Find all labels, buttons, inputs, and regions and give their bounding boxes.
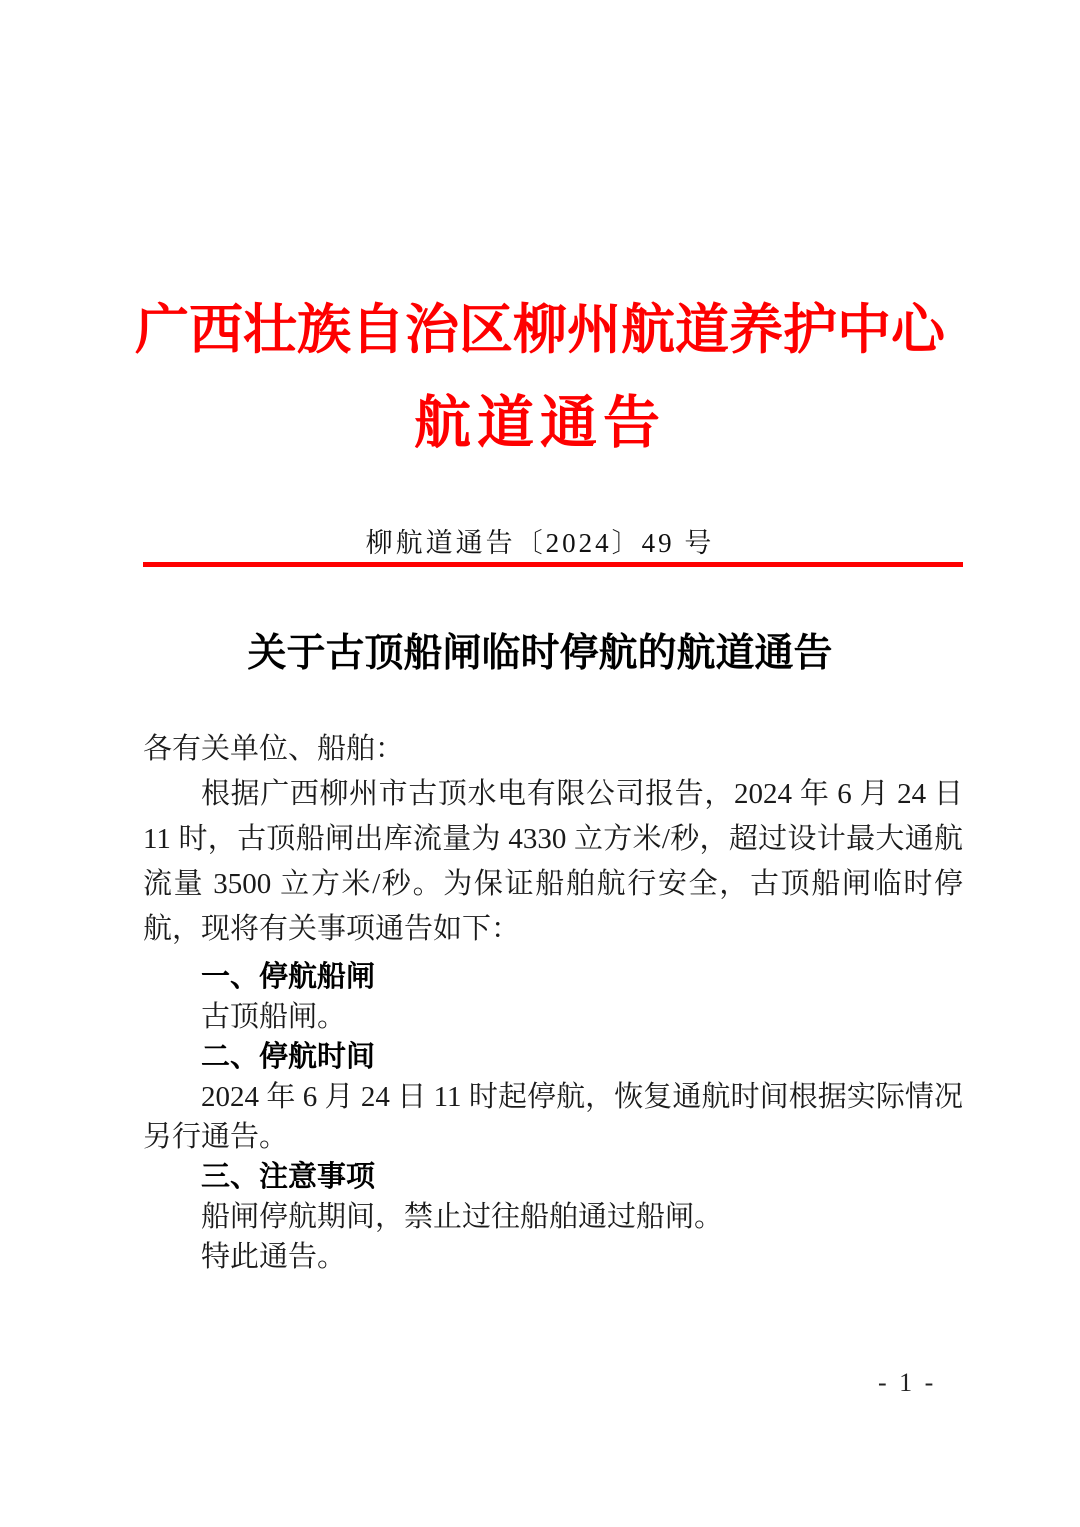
section-1-heading: 一、停航船闸 bbox=[201, 961, 376, 993]
section-3-heading: 三、注意事项 bbox=[201, 1161, 376, 1193]
section-2-heading: 二、停航时间 bbox=[201, 1041, 376, 1073]
org-title-line2: 航道通告 bbox=[414, 392, 666, 455]
section-3-text: 船闸停航期间，禁止过往船舶通过船闸。 bbox=[201, 1201, 724, 1233]
section-2-text: 2024 年 6 月 24 日 11 时起停航，恢复通航时间根据实际情况另行通告。 bbox=[143, 1081, 963, 1153]
document-number: 柳航道通告〔2024〕49 号 bbox=[365, 528, 715, 558]
document-body bbox=[143, 727, 963, 1277]
salutation-line: 各有关单位、船舶： bbox=[143, 733, 405, 765]
sections-block bbox=[143, 957, 963, 1277]
red-divider-line bbox=[143, 562, 963, 567]
intro-paragraph: 根据广西柳州市古顶水电有限公司报告，2024 年 6 月 24 日 11 时，古顶船闸出库流量为 4330 立方米/秒，超过设计最大通航流量 3500 立方米/秒。为保证船舶航行安全，古顶船闸临时停航，现将有关事项通告如下： bbox=[143, 778, 963, 945]
section-1-text: 古顶船闸。 bbox=[201, 1001, 347, 1033]
closing-line: 特此通告。 bbox=[201, 1241, 347, 1273]
notice-title: 关于古顶船闸临时停航的航道通告 bbox=[247, 632, 833, 675]
org-title-line1: 广西壮族自治区柳州航道养护中心 bbox=[135, 300, 945, 360]
page-number: - 1 - bbox=[878, 1368, 937, 1397]
